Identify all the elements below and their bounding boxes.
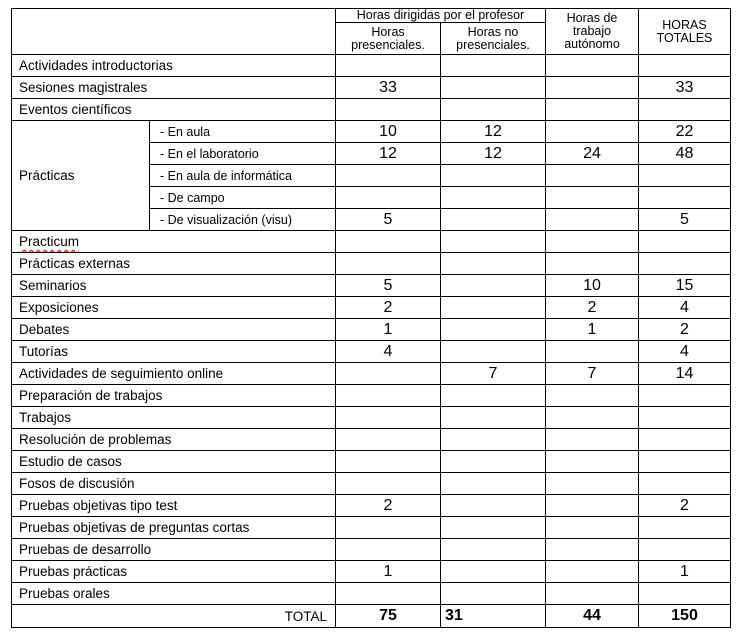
autonomo-hours-cell: 2 (546, 297, 639, 319)
no-presencial-hours-cell: 12 (441, 143, 546, 165)
autonomo-hours-cell (546, 99, 639, 121)
activity-label: Fosos de discusión (12, 473, 336, 495)
total-hours-cell (639, 473, 731, 495)
autonomo-hours-cell (546, 517, 639, 539)
autonomo-hours-cell (546, 209, 639, 231)
autonomo-hours-cell (546, 55, 639, 77)
practicas-sub-label: - En aula de informática (150, 165, 336, 187)
autonomo-hours-cell: 10 (546, 275, 639, 297)
no-presencial-hours-cell (441, 385, 546, 407)
table-row (12, 407, 731, 429)
no-presencial-hours-cell (441, 495, 546, 517)
presencial-hours-cell: 33 (336, 77, 441, 99)
no-presencial-hours-cell (441, 165, 546, 187)
table-row (12, 517, 731, 539)
total-hours-cell: 15 (639, 275, 731, 297)
presencial-hours-cell: 5 (336, 275, 441, 297)
total-hours-cell: 14 (639, 363, 731, 385)
practicas-sub-label: - De visualización (visu) (150, 209, 336, 231)
total-autonomo: 44 (546, 605, 639, 628)
total-hours-cell (639, 165, 731, 187)
activity-label: Seminarios (12, 275, 336, 297)
total-hours-cell (639, 253, 731, 275)
presencial-hours-cell: 5 (336, 209, 441, 231)
autonomo-hours-cell (546, 495, 639, 517)
activity-label: Debates (12, 319, 336, 341)
autonomo-hours-cell (546, 451, 639, 473)
activity-label: Pruebas orales (12, 583, 336, 605)
no-presencial-hours-cell (441, 517, 546, 539)
practicas-sub-label: - En el laboratorio (150, 143, 336, 165)
activity-label: Preparación de trabajos (12, 385, 336, 407)
total-hours-cell (639, 451, 731, 473)
practicum-text: Practicum (19, 234, 80, 249)
activity-label: Tutorías (12, 341, 336, 363)
presencial-hours-cell (336, 253, 441, 275)
presencial-hours-cell (336, 187, 441, 209)
total-hours-cell: 4 (639, 341, 731, 363)
presencial-hours-cell: 10 (336, 121, 441, 143)
header-autonomo: Horas de trabajo autónomo (546, 9, 639, 55)
no-presencial-hours-cell (441, 297, 546, 319)
total-hours-cell (639, 539, 731, 561)
no-presencial-hours-cell (441, 429, 546, 451)
no-presencial-hours-cell (441, 561, 546, 583)
presencial-hours-cell: 1 (336, 319, 441, 341)
table-row (12, 495, 731, 517)
autonomo-hours-cell (546, 341, 639, 363)
table-row (12, 561, 731, 583)
presencial-hours-cell (336, 539, 441, 561)
activity-label: Prácticas externas (12, 253, 336, 275)
presencial-hours-cell: 2 (336, 297, 441, 319)
presencial-hours-cell (336, 231, 441, 253)
autonomo-hours-cell (546, 385, 639, 407)
total-hours-cell: 2 (639, 319, 731, 341)
total-hours-cell: 2 (639, 495, 731, 517)
presencial-hours-cell: 4 (336, 341, 441, 363)
presencial-hours-cell: 12 (336, 143, 441, 165)
activity-label: Eventos científicos (12, 99, 336, 121)
activity-label: Sesiones magistrales (12, 77, 336, 99)
autonomo-hours-cell (546, 187, 639, 209)
table-row (12, 77, 731, 99)
presencial-hours-cell (336, 165, 441, 187)
presencial-hours-cell (336, 55, 441, 77)
activity-label: Trabajos (12, 407, 336, 429)
autonomo-hours-cell (546, 583, 639, 605)
activity-label (12, 231, 336, 253)
no-presencial-hours-cell (441, 407, 546, 429)
presencial-hours-cell (336, 99, 441, 121)
total-hours-cell: 4 (639, 297, 731, 319)
total-overall: 150 (639, 605, 731, 628)
activity-label: Estudio de casos (12, 451, 336, 473)
total-hours-cell (639, 517, 731, 539)
total-hours-cell (639, 407, 731, 429)
total-label: TOTAL (12, 605, 336, 628)
practicas-sub-label: - En aula (150, 121, 336, 143)
header-group-label: Horas dirigidas por el profesor (336, 9, 546, 23)
total-hours-cell: 48 (639, 143, 731, 165)
no-presencial-hours-cell (441, 451, 546, 473)
presencial-hours-cell (336, 583, 441, 605)
activity-label: Actividades de seguimiento online (12, 363, 336, 385)
table-row (12, 253, 731, 275)
practicas-sub-label: - De campo (150, 187, 336, 209)
no-presencial-hours-cell (441, 187, 546, 209)
no-presencial-hours-cell (441, 319, 546, 341)
total-row (12, 605, 731, 628)
autonomo-hours-cell: 7 (546, 363, 639, 385)
table-row (12, 99, 731, 121)
no-presencial-hours-cell (441, 253, 546, 275)
autonomo-hours-cell (546, 253, 639, 275)
total-hours-cell: 22 (639, 121, 731, 143)
autonomo-hours-cell (546, 121, 639, 143)
table-row (12, 363, 731, 385)
activity-label: Actividades introductorias (12, 55, 336, 77)
activity-label: Pruebas de desarrollo (12, 539, 336, 561)
presencial-hours-cell (336, 385, 441, 407)
table-row (12, 451, 731, 473)
total-hours-cell: 1 (639, 561, 731, 583)
practicas-label: Prácticas (12, 121, 150, 231)
no-presencial-hours-cell (441, 231, 546, 253)
table-row (12, 583, 731, 605)
activity-label: Pruebas objetivas tipo test (12, 495, 336, 517)
presencial-hours-cell (336, 517, 441, 539)
no-presencial-hours-cell (441, 99, 546, 121)
table-row (12, 319, 731, 341)
no-presencial-hours-cell (441, 55, 546, 77)
header-totales: HORAS TOTALES (639, 9, 731, 55)
table-row (12, 385, 731, 407)
presencial-hours-cell: 2 (336, 495, 441, 517)
no-presencial-hours-cell (441, 341, 546, 363)
hours-table (11, 8, 731, 628)
autonomo-hours-cell (546, 429, 639, 451)
presencial-hours-cell: 1 (336, 561, 441, 583)
no-presencial-hours-cell: 12 (441, 121, 546, 143)
total-no-presencial: 31 (441, 605, 546, 628)
total-hours-cell (639, 99, 731, 121)
no-presencial-hours-cell (441, 209, 546, 231)
autonomo-hours-cell (546, 561, 639, 583)
total-presencial: 75 (336, 605, 441, 628)
presencial-hours-cell (336, 473, 441, 495)
total-hours-cell (639, 385, 731, 407)
table-row (12, 55, 731, 77)
total-hours-cell (639, 55, 731, 77)
no-presencial-hours-cell: 7 (441, 363, 546, 385)
activity-label: Exposiciones (12, 297, 336, 319)
total-hours-cell (639, 231, 731, 253)
table-row (12, 231, 731, 253)
autonomo-hours-cell (546, 473, 639, 495)
activity-label: Pruebas objetivas de preguntas cortas (12, 517, 336, 539)
autonomo-hours-cell (546, 539, 639, 561)
no-presencial-hours-cell (441, 77, 546, 99)
autonomo-hours-cell: 1 (546, 319, 639, 341)
table-row (12, 473, 731, 495)
no-presencial-hours-cell (441, 539, 546, 561)
autonomo-hours-cell (546, 407, 639, 429)
total-hours-cell (639, 583, 731, 605)
activity-label: Resolución de problemas (12, 429, 336, 451)
presencial-hours-cell (336, 451, 441, 473)
activity-label: Pruebas prácticas (12, 561, 336, 583)
no-presencial-hours-cell (441, 275, 546, 297)
table-row (12, 539, 731, 561)
total-hours-cell (639, 187, 731, 209)
no-presencial-hours-cell (441, 583, 546, 605)
table-row (12, 429, 731, 451)
presencial-hours-cell (336, 429, 441, 451)
table-row (12, 341, 731, 363)
autonomo-hours-cell (546, 231, 639, 253)
presencial-hours-cell (336, 407, 441, 429)
total-hours-cell (639, 429, 731, 451)
total-hours-cell: 5 (639, 209, 731, 231)
no-presencial-hours-cell (441, 473, 546, 495)
table-row (12, 275, 731, 297)
presencial-hours-cell (336, 363, 441, 385)
autonomo-hours-cell (546, 165, 639, 187)
autonomo-hours-cell (546, 77, 639, 99)
total-hours-cell: 33 (639, 77, 731, 99)
table-row (12, 297, 731, 319)
table-row (12, 121, 731, 143)
autonomo-hours-cell: 24 (546, 143, 639, 165)
header-no-presencial: Horas no presenciales. (441, 23, 546, 55)
header-presencial: Horas presenciales. (336, 23, 441, 55)
header-blank-cell (12, 9, 336, 55)
